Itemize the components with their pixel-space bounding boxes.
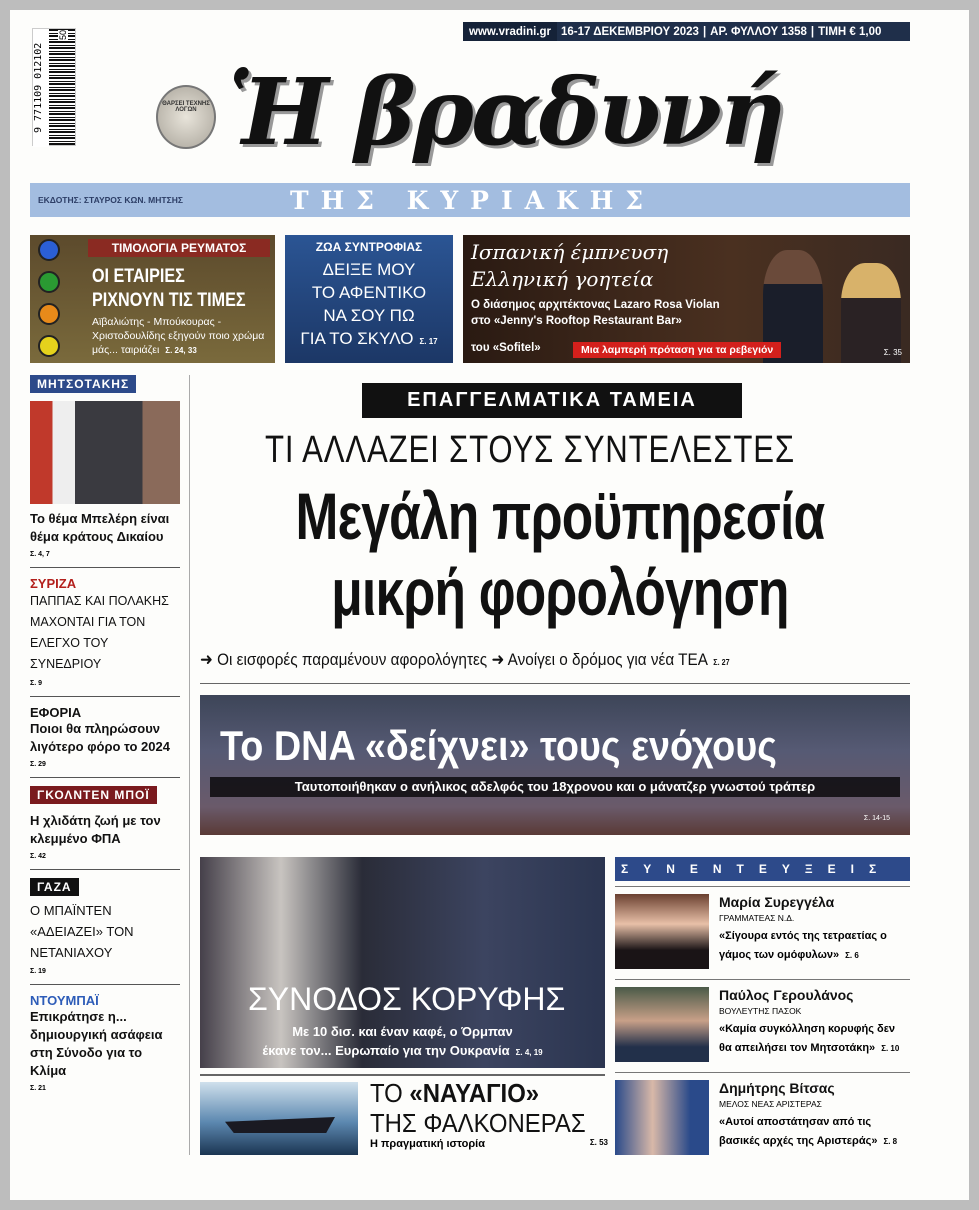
page-ref: Σ. 9 [30, 680, 42, 687]
story-gaza[interactable] [30, 878, 180, 985]
teaser-pets[interactable] [285, 235, 453, 363]
barcode [32, 28, 76, 146]
teaser-headline: ΟΙ ΕΤΑΙΡΙΕΣ ΡΙΧΝΟΥΝ ΤΙΣ ΤΙΜΕΣ [92, 266, 246, 311]
plug-icon [38, 271, 60, 293]
barcode-addon: 50 [58, 30, 68, 41]
story-text: Ποιοι θα πληρώσουν λιγότερο φόρο το 2024 [30, 721, 170, 754]
wreck-sub: Η πραγματική ιστορία Σ. 53 [370, 1138, 608, 1150]
story-syriza[interactable] [30, 576, 180, 697]
summit-headline: ΣΥΝΟΔΟΣ ΚΟΡΥΦΗΣ [248, 981, 566, 1017]
plug-icon [38, 335, 60, 357]
section-label: ΝΤΟΥΜΠΑΪ [30, 993, 99, 1008]
interviewee-name: Δημήτρης Βίτσας [719, 1080, 835, 1096]
ship-illustration [200, 1082, 358, 1155]
publisher: ΕΚΔΟΤΗΣ: ΣΤΑΥΡΟΣ ΚΩΝ. ΜΗΤΣΗΣ [38, 195, 183, 205]
interview-item[interactable] [615, 979, 910, 1067]
lead-bullets: ➜ Οι εισφορές παραμένουν αφορολόγητες ➜ Ανοίγει ο δρόμος για νέα ΤΕΑ Σ. 27 [200, 650, 730, 669]
page-ref: Σ. 4, 7 [30, 551, 50, 558]
lead-kicker: ΕΠΑΓΓΕΛΜΑΤΙΚΑ ΤΑΜΕΙΑ [362, 383, 742, 418]
interviews [615, 857, 910, 1160]
story-text: Επικράτησε η... δημιουργική ασάφεια στη Σύνοδο για το Κλίμα [30, 1009, 163, 1078]
teaser-headline: ΔΕΙΞΕ ΜΟΥ ΤΟ ΑΦΕΝΤΙΚΟ ΝΑ ΣΟΥ ΠΩ ΓΙΑ ΤΟ ΣΚΥΛΟ Σ. 17 [300, 260, 438, 348]
interviewee-name: Μαρία Συρεγγέλα [719, 894, 835, 910]
section-label: ΣΥΡΙΖΑ [30, 576, 77, 591]
shipwreck-story[interactable] [370, 1078, 608, 1150]
teaser-electricity[interactable] [30, 235, 275, 363]
page-ref: Σ. 21 [30, 1085, 46, 1092]
issue-info-bar: www.vradini.gr 16-17 ΔΕΚΕΜΒΡΙΟΥ 2023 | ΑΡ. ΦΥΛΛΟΥ 1358 | ΤΙΜΗ € 1,00 [463, 22, 910, 41]
interview-photo [615, 894, 709, 969]
interview-photo [615, 1080, 709, 1155]
coin-emblem: ΘΑΡΣΕΙ ΤΕΧΝΗΣ ΛΟΓΩΝ [156, 85, 216, 149]
teaser-label: ΖΩΑ ΣΥΝΤΡΟΦΙΑΣ [315, 240, 423, 254]
teaser-highlight: Μια λαμπερή πρόταση για τα ρεβεγιόν [573, 342, 781, 358]
wreck-headline: ΤΟ «ΝΑΥΑΓΙΟ» [370, 1078, 540, 1108]
summit-sub: Με 10 δισ. και έναν καφέ, ο Όρμπαν έκανε τον... Ευρωπαίο για την Ουκρανία Σ. 4, 19 [262, 1024, 543, 1058]
barcode-number: 9 771109 012102 [33, 29, 49, 147]
interview-quote: «Αυτοί αποστάτησαν από τις βασικές αρχές της Αριστεράς» Σ. 8 [719, 1116, 898, 1147]
story-text: Η χλιδάτη ζωή με τον κλεμμένο ΦΠΑ [30, 813, 161, 846]
teaser-title: Ισπανική έμπνευση Ελληνική γοητεία [471, 240, 669, 291]
website-link[interactable]: www.vradini.gr [463, 22, 557, 41]
mitsotakis-photo [30, 401, 180, 504]
issue-date: 16-17 ΔΕΚΕΜΒΡΙΟΥ 2023 [561, 25, 699, 38]
interview-quote: «Καμία συγκόλληση κορυφής δεν θα απειλήσει τον Μητσοτάκη» Σ. 10 [719, 1023, 900, 1054]
interview-quote: «Σίγουρα εντός της τετραετίας ο γάμος των ομόφυλων» Σ. 6 [719, 930, 887, 961]
dna-sub: Ταυτοποιήθηκαν ο ανήλικος αδελφός του 18χρονου και ο μάνατζερ γνωστού τράπερ [210, 777, 900, 797]
page-ref: Σ. 19 [30, 968, 46, 975]
interview-item[interactable] [615, 886, 910, 974]
story-text: Το θέμα Μπελέρη είναι θέμα κράτους Δικαίου [30, 511, 170, 544]
dna-story[interactable] [200, 695, 910, 835]
lead-headline-line1[interactable]: Μεγάλη προϋπηρεσία [295, 479, 825, 553]
edition-band [30, 183, 910, 217]
interviewee-role: ΜΕΛΟΣ ΝΕΑΣ ΑΡΙΣΤΕΡΑΣ [719, 1099, 822, 1109]
summit-story[interactable] [200, 857, 605, 1068]
section-label: ΓΚΟΛΝΤΕΝ ΜΠΟΪ [30, 786, 157, 804]
column-divider [189, 375, 190, 1155]
teaser-label: ΤΙΜΟΛΟΓΙΑ ΡΕΥΜΑΤΟΣ [88, 239, 270, 257]
interviewee-role: ΓΡΑΜΜΑΤΕΑΣ Ν.Δ. [719, 913, 795, 923]
teaser-sub: Αϊβαλιώτης - Μπούκουρας - Χριστοδουλίδης εξηγούν ποιο χρώμα μάς... ταιριάζει Σ. 24, 33 [92, 316, 265, 356]
page-ref: Σ. 42 [30, 853, 46, 860]
divider [200, 1074, 605, 1076]
section-label: ΜΗΤΣΟΤΑΚΗΣ [30, 375, 136, 393]
story-mitsotakis[interactable] [30, 375, 180, 568]
page-ref: Σ. 14-15 [863, 815, 890, 822]
story-golden-boy[interactable] [30, 786, 180, 870]
teaser-sofitel[interactable] [463, 235, 910, 363]
edition-title: ΤΗΣ ΚΥΡΙΑΚΗΣ [290, 186, 656, 215]
left-column [30, 375, 180, 1099]
newspaper-logo: Ἡ βραδυνή [228, 58, 783, 166]
page-ref: Σ. 35 [883, 348, 902, 357]
section-label: ΕΦΟΡΙΑ [30, 705, 82, 720]
wreck-headline2: ΤΗΣ ΦΑΛΚΟΝΕΡΑΣ [370, 1108, 586, 1138]
interviews-label: ΣΥΝΕΝΤΕΥΞΕΙΣ [615, 857, 910, 881]
section-label: ΓΑΖΑ [30, 878, 79, 896]
interviewee-role: ΒΟΥΛΕΥΤΗΣ ΠΑΣΟΚ [719, 1006, 802, 1016]
price: ΤΙΜΗ € 1,00 [818, 25, 882, 38]
plug-icon [38, 303, 60, 325]
plug-icon [38, 239, 60, 261]
interviewee-name: Παύλος Γερουλάνος [719, 987, 854, 1003]
ship-hull [225, 1117, 335, 1133]
issue-number: ΑΡ. ΦΥΛΛΟΥ 1358 [710, 25, 807, 38]
story-text: ΠΑΠΠΑΣ ΚΑΙ ΠΟΛΑΚΗΣ ΜΑΧΟΝΤΑΙ ΓΙΑ ΤΟΝ ΕΛΕΓΧΟ ΤΟΥ ΣΥΝΕΔΡΙΟΥ [30, 594, 169, 671]
story-dubai[interactable] [30, 993, 180, 1092]
page-ref: Σ. 29 [30, 761, 46, 768]
dna-headline: Το DNA «δείχνει» τους ενόχους [220, 722, 777, 769]
interview-photo [615, 987, 709, 1062]
plug-icons [30, 235, 80, 363]
story-tax[interactable] [30, 705, 180, 778]
story-text: Ο ΜΠΑΪΝΤΕΝ «ΑΔΕΙΑΖΕΙ» ΤΟΝ ΝΕΤΑΝΙΑΧΟΥ [30, 903, 134, 960]
lead-headline-line2[interactable]: μικρή φορολόγηση [331, 555, 789, 629]
lead-subhead: ΤΙ ΑΛΛΑΖΕΙ ΣΤΟΥΣ ΣΥΝΤΕΛΕΣΤΕΣ [265, 429, 795, 471]
interview-item[interactable] [615, 1072, 910, 1160]
teaser-sub: Ο διάσημος αρχιτέκτονας Lazaro Rosa Violan στο «Jenny's Rooftop Restaurant Bar» του «Sofitel» [471, 299, 720, 354]
divider [200, 683, 910, 684]
